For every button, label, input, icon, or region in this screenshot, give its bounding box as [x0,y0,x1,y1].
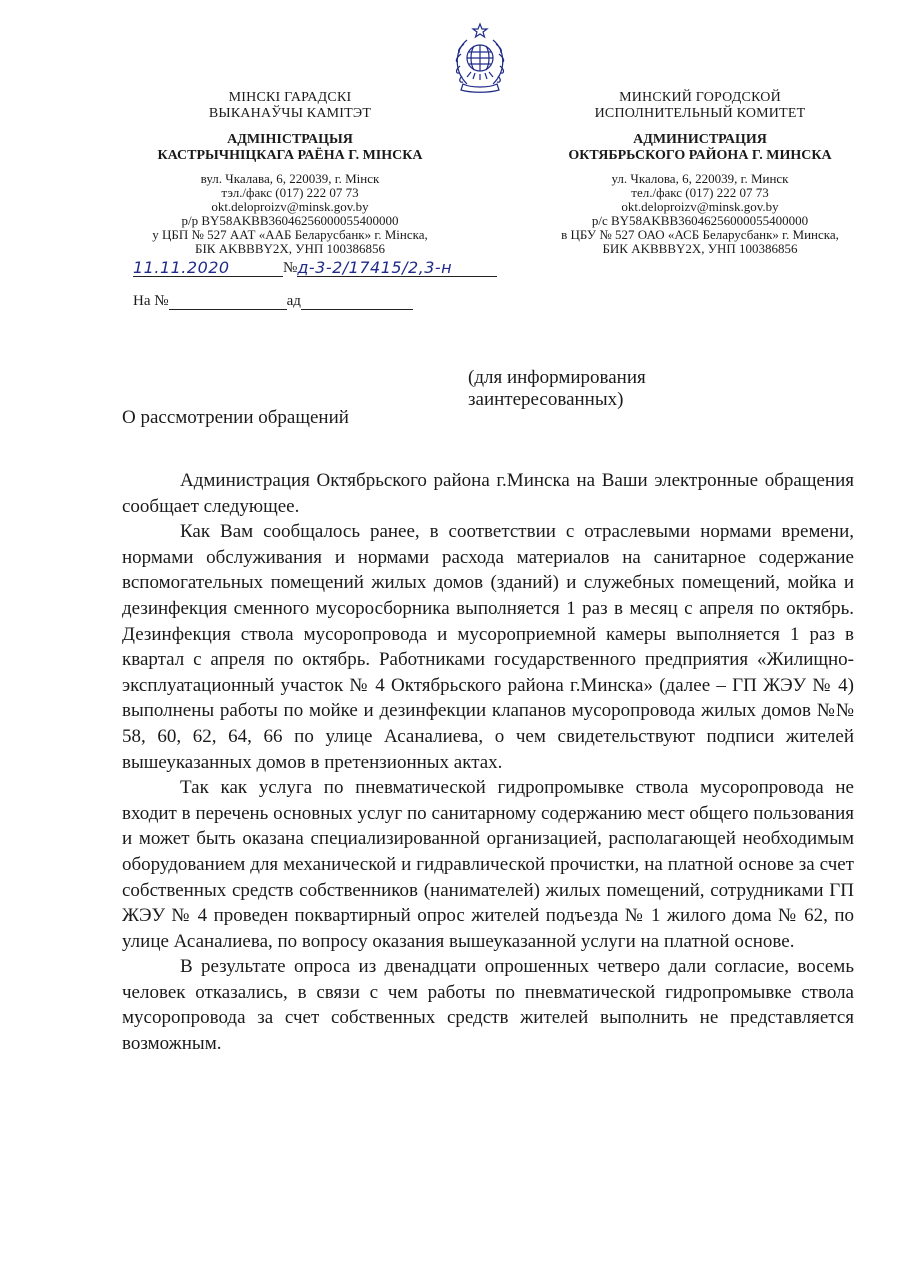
header-right [530,90,870,256]
header-right-line1: МИНСКИЙ ГОРОДСКОЙ [619,90,781,105]
recipient [468,367,646,411]
registration-number-field [297,258,497,277]
body-paragraph: В результате опроса из двенадцати опрошенных четверо дали согласие, восемь человек отказались, в связи с чем работы по пневматической гидропромывке ствола мусоропровода за счет собственных средств жителей выполнить не представляется возможным. [122,956,854,1055]
belarus-coat-of-arms-icon [447,22,513,94]
header-left-bic: БІК AKBBBY2X, УНП 100386856 [194,241,385,256]
registration-date-field [133,258,283,277]
body-paragraph: Как Вам сообщалось ранее, в соответствии с отраслевыми нормами времени, нормами обслуживания и нормами расхода материалов на санитарное содержание вспомогательных помещений жилых домов (зданий) и служебных помещений, мойка и дезинфекция сменного мусоросборника выполняется 1 раз в месяц с апреля по октябрь. Дезинфекция ствола мусоропровода и мусороприемной камеры выполняется 1 раз в квартал с апреля по октябрь. Работниками государственного предприятия «Жилищно-эксплуатационный участок № 4 Октябрьского района г.Минска» (далее – ГП ЖЭУ № 4) выполнены работы по мойке и дезинфекции клапанов мусоропровода жилых домов №№ 58, 60, 62, 64, 66 по улице Асаналиева, о чем свидетельствуют подписи жителей вышеуказанных домов в претензионных актах. [122,521,854,773]
reference-line [133,291,433,313]
recipient-line1: (для информирования [468,367,646,388]
header-right-org1: АДМИНИСТРАЦИЯ [633,132,767,147]
header-right-email: okt.deloproizv@minsk.gov.by [621,199,779,214]
reference-number-field [169,291,287,310]
reference-ad-label: ад [286,293,301,309]
body-paragraph: Администрация Октябрьского района г.Минска на Ваши электронные обращения сообщает следующее. [122,470,854,517]
header-left-addr2: тэл./факс (017) 222 07 73 [221,185,359,200]
letter-body [122,468,854,1057]
header-right-account: р/с BY58AKBB36046256000055400000 [591,213,809,228]
header-left-addr1: вул. Чкалава, 6, 220039, г. Мінск [200,171,380,186]
letter-subject: О рассмотрении обращений [122,407,349,428]
body-paragraph: Так как услуга по пневматической гидропромывке ствола мусоропровода не входит в перечень основных услуг по санитарному содержанию мест общего пользования и может быть оказана специализированной организацией, располагающей необходимым оборудованием для механической и гидравлической прочистки, на платной основе за счет собственных средств собственников (нанимателей) жилых помещений, сотрудниками ГП ЖЭУ № 4 проведен поквартирный опрос жителей подъезда № 1 жилого дома № 62, по улице Асаналиева, по вопросу оказания вышеуказанной услуги на платной основе. [122,777,854,952]
header-right-addr1: ул. Чкалова, 6, 220039, г. Минск [611,171,789,186]
header-right-line2: ИСПОЛНИТЕЛЬНЫЙ КОМИТЕТ [594,106,806,121]
registration-date: 11.11.2020 [133,258,230,277]
registration-number-label: № [283,260,298,276]
header-left-org2: КАСТРЫЧНІЦКАГА РАЁНА Г. МІНСКА [157,148,423,163]
reference-label: На № [133,293,169,309]
registration-line [133,258,513,280]
header-left-bank: у ЦБП № 527 ААТ «ААБ Беларусбанк» г. Мінска, [152,227,428,242]
header-right-org2: ОКТЯБРЬСКОГО РАЙОНА Г. МИНСКА [568,148,832,163]
header-left-account: р/р BY58AKBB36046256000055400000 [181,213,399,228]
header-left-line1: МІНСКІ ГАРАДСКІ [228,90,352,105]
registration-number: д-3-2/17415/2,3-н [297,258,453,277]
header-right-bic: БИК AKBBBY2X, УНП 100386856 [602,241,798,256]
header-right-addr2: тел./факс (017) 222 07 73 [631,185,769,200]
header-right-bank: в ЦБУ № 527 ОАО «АСБ Беларусбанк» г. Минска, [561,227,839,242]
header-left [100,90,480,256]
header-left-line2: ВЫКАНАЎЧЫ КАМІТЭТ [208,106,372,121]
header-left-email: okt.deloproizv@minsk.gov.by [211,199,369,214]
reference-date-field [301,291,413,310]
recipient-line2: заинтересованных) [468,389,624,410]
header-left-org1: АДМІНІСТРАЦЫЯ [227,132,353,147]
